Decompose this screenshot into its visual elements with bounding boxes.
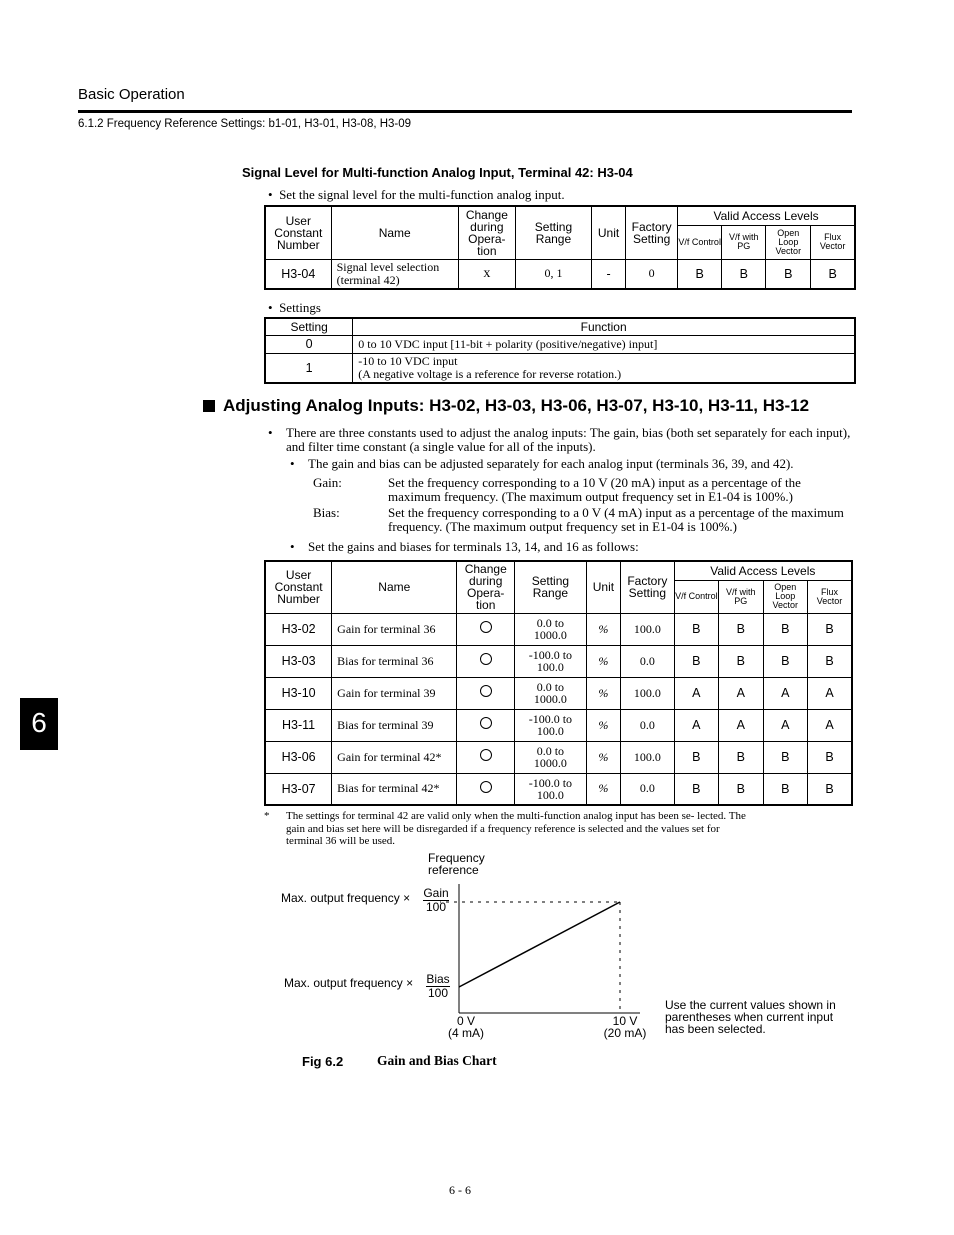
setting-value: 0	[265, 335, 353, 353]
cell-flux: A	[807, 677, 852, 709]
cell-vfpg: B	[719, 741, 763, 773]
range-line2: 100.0	[536, 787, 564, 802]
cell-flux: B	[807, 741, 852, 773]
cell-factory: 0.0	[621, 773, 675, 805]
header-vf-with-pg: V/f with PG	[722, 225, 766, 259]
gain-level-label: Max. output frequency ×	[281, 891, 411, 905]
cell-constant-number: H3-07	[265, 773, 332, 805]
cell-olv: B	[763, 773, 807, 805]
x10-label: 10 V	[612, 1014, 638, 1028]
cell-factory: 0.0	[621, 709, 675, 741]
cell-range	[515, 773, 587, 805]
x-label-10v	[600, 1015, 650, 1039]
cell-vf: B	[674, 645, 718, 677]
current-input-note: Use the current values shown in parentheses when current input has been selected.	[665, 998, 836, 1036]
cell-vf: B	[674, 741, 718, 773]
cell-factory: 100.0	[621, 741, 675, 773]
sub-bullet-marker: •	[290, 456, 295, 471]
bias-numerator: Bias	[426, 972, 450, 986]
range-line2: 100.0	[536, 660, 564, 674]
header-setting-range: Setting Range	[515, 561, 587, 613]
header-vf-control: V/f Control	[678, 225, 722, 259]
cell-vfpg: B	[719, 773, 763, 805]
bullet-paragraph: There are three constants used to adjust the analog inputs: The gain, bias (both set separately for each input), and filter time constant (a single value for all of the inputs).	[286, 425, 851, 454]
range-line1: -100.0 to	[528, 712, 573, 726]
setting-function-line1: -10 to 10 VDC input	[358, 353, 458, 368]
range-line2: 1000.0	[533, 756, 567, 770]
cell-name: Bias for terminal 42*	[332, 773, 457, 805]
header-unit: Unit	[592, 206, 626, 259]
header-change-during-operation: Change during Opera- tion	[457, 561, 515, 613]
cell-factory: 100.0	[621, 613, 675, 645]
sub-bullet-text: Set the gains and biases for terminals 13, 14, and 16 as follows:	[308, 539, 639, 554]
cell-olv: B	[766, 259, 811, 289]
cell-change	[457, 645, 515, 677]
cell-flux: B	[807, 773, 852, 805]
range-line1: -100.0 to	[528, 648, 573, 662]
square-bullet-icon	[203, 400, 215, 412]
cell-name: Gain for terminal 42*	[332, 741, 457, 773]
header-name: Name	[331, 206, 458, 259]
cell-unit: %	[586, 677, 620, 709]
header-name: Name	[332, 561, 457, 613]
cell-unit: %	[586, 613, 620, 645]
cell-unit: %	[586, 741, 620, 773]
table-row	[265, 645, 852, 677]
range-line2: 1000.0	[533, 628, 567, 642]
header-user-constant: User Constant Number	[265, 561, 332, 613]
cell-range	[515, 677, 587, 709]
header-user-constant: User Constant Number	[265, 206, 331, 259]
cell-range	[515, 741, 587, 773]
table-row	[265, 613, 852, 645]
page-number: 6 - 6	[449, 1183, 471, 1197]
cell-name: Gain for terminal 39	[332, 677, 457, 709]
section-heading-adjusting-analog-inputs	[203, 396, 809, 416]
bullet-text: Set the signal level for the multi-function analog input.	[279, 187, 565, 202]
header-flux-vector: Flux Vector	[811, 225, 855, 259]
cell-constant-number: H3-06	[265, 741, 332, 773]
cell-change	[457, 677, 515, 709]
cell-factory: 0.0	[621, 645, 675, 677]
cell-vf: A	[674, 709, 718, 741]
cell-vfpg: B	[719, 645, 763, 677]
bullet-marker: •	[268, 425, 273, 440]
x-label-0v	[446, 1015, 486, 1039]
header-unit: Unit	[586, 561, 620, 613]
bias-denominator: 100	[427, 986, 449, 1000]
header-function: Function	[353, 318, 855, 335]
cell-olv: A	[763, 677, 807, 709]
h3-04-constant-table	[264, 205, 856, 290]
cell-vf: B	[674, 613, 718, 645]
cell-name: Gain for terminal 36	[332, 613, 457, 645]
gain-description: Set the frequency corresponding to a 10 V (20 mA) input as a percentage of the maximum frequency. (The maximum output frequency set in E1-04 is 100%.)	[388, 475, 801, 504]
figure-caption: Gain and Bias Chart	[377, 1053, 497, 1068]
gain-numerator: Gain	[423, 886, 449, 900]
header-flux-vector: Flux Vector	[807, 580, 852, 613]
cell-constant-number: H3-11	[265, 709, 332, 741]
header-change-during-operation: Change during Opera- tion	[458, 206, 515, 259]
circle-icon	[480, 717, 492, 729]
sub-bullet-text: The gain and bias can be adjusted separately for each analog input (terminals 36, 39, and 42).	[308, 456, 794, 471]
circle-icon	[480, 781, 492, 793]
cell-olv: A	[763, 709, 807, 741]
cell-change	[457, 741, 515, 773]
x0-sub-label: (4 mA)	[448, 1026, 484, 1040]
circle-icon	[480, 653, 492, 665]
header-setting: Setting	[265, 318, 353, 335]
header-valid-access-levels: Valid Access Levels	[674, 561, 852, 580]
gain-bias-line	[459, 902, 620, 987]
table-row	[265, 709, 852, 741]
cell-range: 0, 1	[515, 259, 591, 289]
footnote-text: The settings for terminal 42 are valid only when the multi-function analog input has been se- lected. The gain and bias set here will be disregarded if a frequency reference is selected and the values set for terminal 36 will be used.	[286, 810, 746, 847]
header-factory-setting: Factory Setting	[621, 561, 675, 613]
bullet-item: • Settings	[268, 300, 321, 315]
header-vf-control: V/f Control	[674, 580, 718, 613]
cell-unit: %	[586, 645, 620, 677]
cell-change	[457, 773, 515, 805]
setting-function-line2: (A negative voltage is a reference for reverse rotation.)	[358, 366, 622, 381]
cell-name: Signal level selection (terminal 42)	[331, 259, 458, 289]
footnote-mark: *	[264, 810, 270, 822]
figure-number: Fig 6.2	[302, 1054, 344, 1069]
range-line1: 0.0 to	[536, 616, 565, 630]
cell-vfpg: A	[719, 709, 763, 741]
cell-name: Bias for terminal 39	[332, 709, 457, 741]
header-setting-range: Setting Range	[515, 206, 591, 259]
setting-value: 1	[265, 353, 353, 383]
cell-range	[515, 645, 587, 677]
cell-constant-number: H3-10	[265, 677, 332, 709]
cell-flux: A	[807, 709, 852, 741]
header-factory-setting: Factory Setting	[626, 206, 678, 259]
section-heading-h3-04: Signal Level for Multi-function Analog Input, Terminal 42: H3-04	[242, 165, 633, 180]
cell-change	[457, 709, 515, 741]
sub-bullet-marker: •	[290, 539, 295, 554]
cell-olv: B	[763, 645, 807, 677]
cell-constant-number: H3-03	[265, 645, 332, 677]
bias-description: Set the frequency corresponding to a 0 V (4 mA) input as a percentage of the maximum frequency. (The maximum output frequency set in E1-04 is 100%.)	[388, 505, 844, 534]
bias-label: Bias:	[313, 505, 340, 520]
cell-range	[515, 613, 587, 645]
cell-factory: 0	[626, 259, 678, 289]
range-line1: 0.0 to	[536, 744, 565, 758]
table-row	[265, 741, 852, 773]
cell-constant-number: H3-02	[265, 613, 332, 645]
gain-bias-constant-table	[264, 560, 853, 806]
cell-vf: B	[674, 773, 718, 805]
header-open-loop-vector: Open Loop Vector	[763, 580, 807, 613]
page-header-title: Basic Operation	[78, 86, 185, 103]
setting-function: 0 to 10 VDC input [11-bit + polarity (positive/negative) input]	[353, 335, 855, 353]
cell-flux: B	[807, 613, 852, 645]
range-line2: 1000.0	[533, 692, 567, 706]
cell-vfpg: B	[719, 613, 763, 645]
chapter-tab: 6	[20, 698, 58, 750]
table-row	[265, 773, 852, 805]
cell-unit: %	[586, 709, 620, 741]
cell-vf: A	[674, 677, 718, 709]
cell-change	[457, 613, 515, 645]
gain-bias-chart	[440, 870, 650, 1020]
bullet-text: Settings	[279, 300, 321, 315]
cell-name: Bias for terminal 36	[332, 645, 457, 677]
heading-text: Adjusting Analog Inputs: H3-02, H3-03, H3-06, H3-07, H3-10, H3-11, H3-12	[223, 396, 810, 415]
range-line1: -100.0 to	[528, 775, 573, 790]
x10-sub-label: (20 mA)	[603, 1026, 647, 1040]
x0-label: 0 V	[456, 1014, 475, 1028]
circle-icon	[480, 749, 492, 761]
settings-table	[264, 317, 856, 384]
bias-level-label: Max. output frequency ×	[284, 976, 414, 990]
cell-unit: %	[586, 773, 620, 805]
cell-flux: B	[811, 259, 855, 289]
cell-vf: B	[678, 259, 722, 289]
setting-function	[353, 353, 855, 383]
cell-olv: B	[763, 613, 807, 645]
cell-flux: B	[807, 645, 852, 677]
header-rule	[78, 110, 852, 113]
page-header-subtitle: 6.1.2 Frequency Reference Settings: b1-01, H3-01, H3-08, H3-09	[78, 118, 412, 130]
table-row	[265, 677, 852, 709]
gain-denominator: 100	[425, 900, 447, 914]
cell-factory: 100.0	[621, 677, 675, 709]
cell-change: x	[458, 259, 515, 289]
circle-icon	[480, 685, 492, 697]
cell-range	[515, 709, 587, 741]
cell-olv: B	[763, 741, 807, 773]
header-vf-with-pg: V/f with PG	[719, 580, 763, 613]
cell-unit: -	[592, 259, 626, 289]
range-line2: 100.0	[536, 724, 564, 738]
header-open-loop-vector: Open Loop Vector	[766, 225, 811, 259]
bullet-item: • Set the signal level for the multi-function analog input.	[268, 187, 565, 202]
cell-vfpg: B	[722, 259, 766, 289]
gain-bias-rows	[265, 613, 852, 805]
header-valid-access-levels: Valid Access Levels	[678, 206, 855, 225]
y-title-line1: Frequency	[428, 851, 485, 865]
y-title-line2: reference	[428, 863, 479, 877]
cell-vfpg: A	[719, 677, 763, 709]
circle-icon	[480, 621, 492, 633]
cell-constant-number: H3-04	[265, 259, 331, 289]
gain-label: Gain:	[313, 475, 342, 490]
range-line1: 0.0 to	[536, 680, 565, 694]
